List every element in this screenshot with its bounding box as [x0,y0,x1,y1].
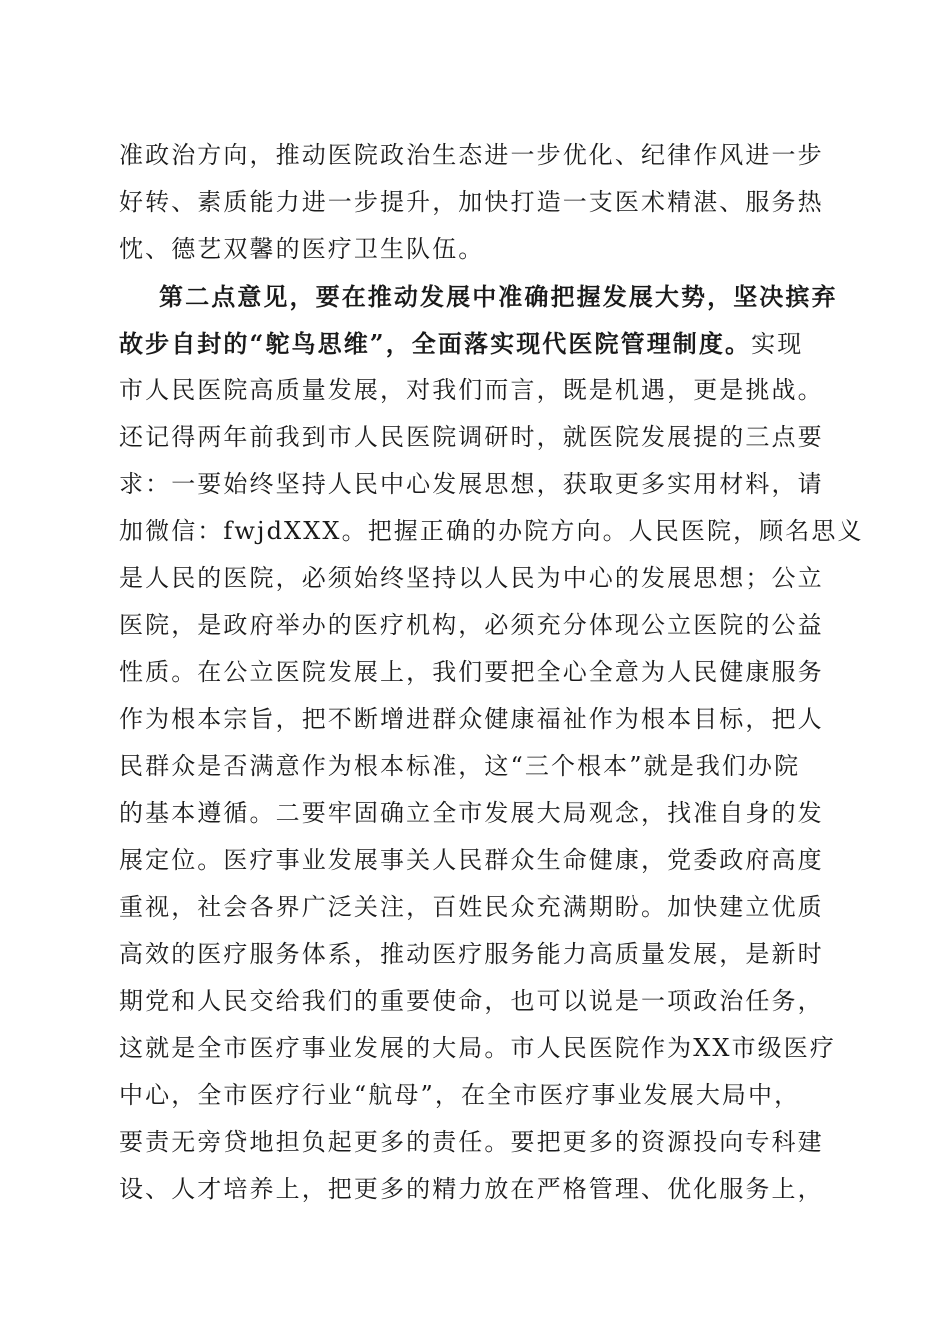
text-line: 这就是全市医疗事业发展的大局。市人民医院作为XX市级医疗 [119,1034,836,1062]
text-line: 医院，是政府举办的医疗机构，必须充分体现公立医院的公益 [119,611,824,639]
text-line: 是人民的医院，必须始终坚持以人民为中心的发展思想；公立 [119,564,824,592]
text-line: 还记得两年前我到市人民医院调研时，就医院发展提的三点要 [119,423,824,451]
text-line: 民群众是否满意作为根本标准，这“三个根本”就是我们办院 [119,752,801,780]
text-line: 求：一要始终坚持人民中心发展思想，获取更多实用材料，请 [119,470,824,498]
text-line: 中心，全市医疗行业“航母”，在全市医疗事业发展大局中， [119,1081,801,1109]
text-line: 市人民医院高质量发展，对我们而言，既是机遇，更是挑战。 [119,376,824,404]
text-line: 展定位。医疗事业发展事关人民群众生命健康，党委政府高度 [119,846,824,874]
text-line: 设、人才培养上，把更多的精力放在严格管理、优化服务上， [119,1175,824,1203]
text-line: 好转、素质能力进一步提升，加快打造一支医术精湛、服务热 [119,188,824,216]
text-line: 重视，社会各界广泛关注，百姓民众充满期盼。加快建立优质 [119,893,824,921]
text-line: 要责无旁贷地担负起更多的责任。要把更多的资源投向专科建 [119,1128,824,1156]
text-line: 期党和人民交给我们的重要使命，也可以说是一项政治任务， [119,987,824,1015]
text-tail: 实现 [751,330,804,358]
text-line: 准政治方向，推动医院政治生态进一步优化、纪律作风进一步 [119,141,824,169]
body-text [119,132,864,1213]
text-line: 作为根本宗旨，把不断增进群众健康福祉作为根本目标，把人 [119,705,824,733]
text-line: 高效的医疗服务体系，推动医疗服务能力高质量发展，是新时 [119,940,824,968]
text-line: 加微信：fwjdXXX。把握正确的办院方向。人民医院，顾名思义 [119,517,864,545]
text-line: 忱、德艺双馨的医疗卫生队伍。 [119,235,485,263]
bold-heading-line: 第二点意见，要在推动发展中准确把握发展大势，坚决摈弃 [159,282,838,311]
text-line: 性质。在公立医院发展上，我们要把全心全意为人民健康服务 [119,658,824,686]
mixed-line [119,320,833,367]
text-line: 的基本遵循。二要牢固确立全市发展大局观念，找准自身的发 [119,799,824,827]
bold-heading-tail: 故步自封的“鸵鸟思维”，全面落实现代医院管理制度。 [119,329,752,358]
